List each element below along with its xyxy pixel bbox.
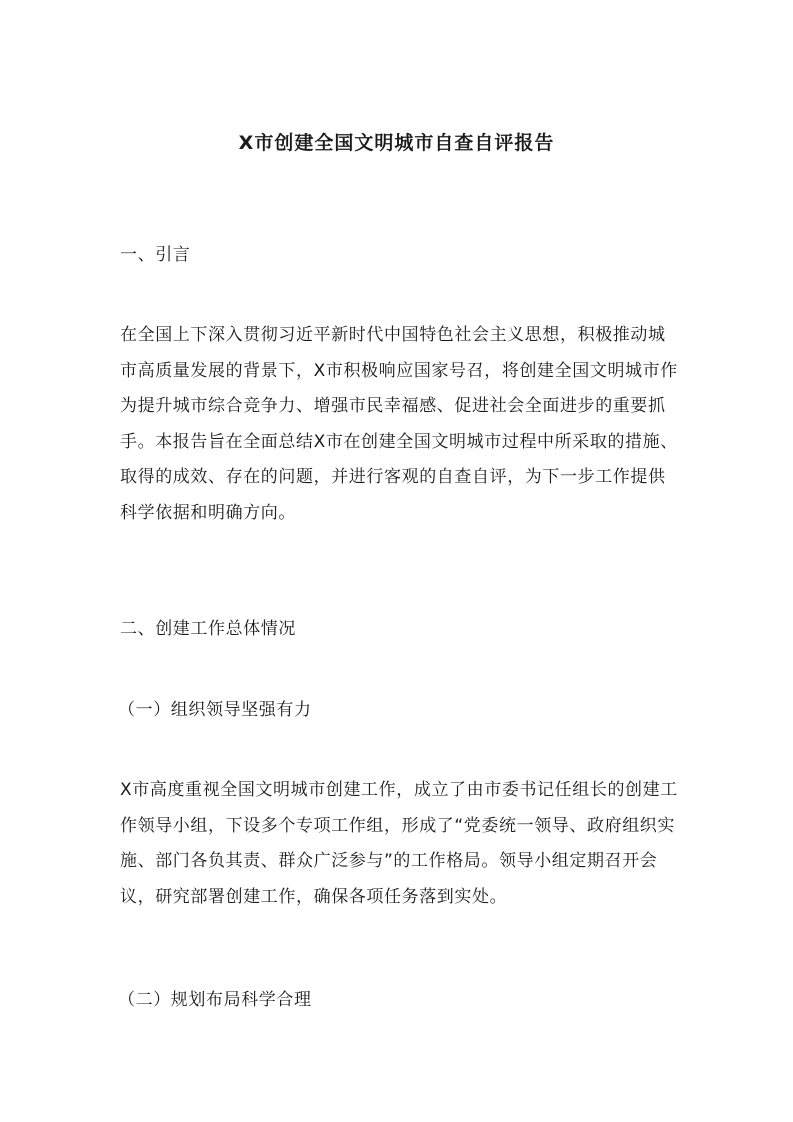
document-title: X市创建全国文明城市自查自评报告: [238, 132, 555, 154]
organization-leadership-paragraph: X市高度重视全国文明城市创建工作，成立了由市委书记任组长的创建工作领导小组，下设多个专项工作组，形成了“党委统一领导、政府组织实施、部门各负其责、群众广泛参与”的工作格局。领导小组定期召开会议，研究部署创建工作，确保各项任务落到实处。: [120, 780, 678, 907]
subsection-heading-planning-layout: （二）规划布局科学合理: [118, 990, 312, 1010]
subsection-heading-organization-leadership: （一）组织领导坚强有力: [118, 700, 312, 720]
section-heading-introduction: 一、引言: [120, 245, 191, 265]
introduction-paragraph: 在全国上下深入贯彻习近平新时代中国特色社会主义思想，积极推动城市高质量发展的背景下，X市积极响应国家号召，将创建全国文明城市作为提升城市综合竞争力、增强市民幸福感、促进社会全面进步的重要抓手。本报告旨在全面总结X市在创建全国文明城市过程中所采取的措施、取得的成效、存在的问题，并进行客观的自查自评，为下一步工作提供科学依据和明确方向。: [120, 325, 678, 523]
section-heading-overall-situation: 二、创建工作总体情况: [120, 619, 296, 639]
